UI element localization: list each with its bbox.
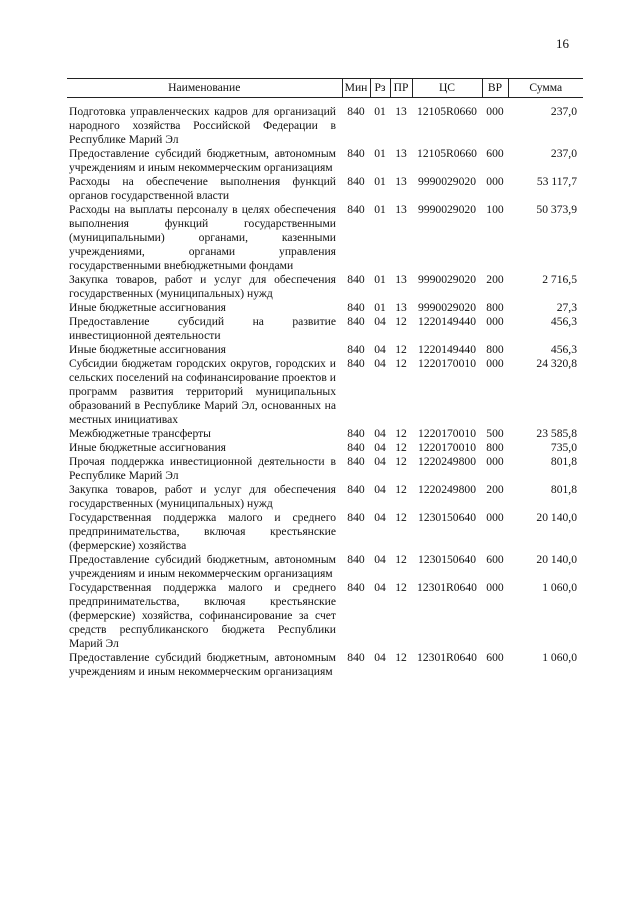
budget-table [67, 78, 583, 679]
row-pr: 12 [395, 357, 407, 370]
row-rz: 01 [374, 175, 386, 188]
row-rz: 04 [374, 455, 386, 468]
row-min: 840 [347, 511, 365, 524]
row-sum: 237,0 [550, 105, 577, 118]
row-name: Подготовка управленческих кадров для организаций народного хозяйства Российской Федерации в Республике Марий Эл [69, 105, 336, 146]
header-vr: ВР [482, 79, 508, 98]
row-min: 840 [347, 273, 365, 286]
row-vr: 600 [486, 553, 504, 566]
table-row [67, 98, 583, 148]
row-vr: 100 [486, 203, 504, 216]
row-name: Предоставление субсидий бюджетным, автономным учреждениям и иным некоммерческим организациям [69, 147, 336, 174]
header-rz: Рз [370, 79, 390, 98]
table-row [67, 175, 583, 203]
row-name: Межбюджетные трансферты [69, 427, 211, 440]
row-rz: 04 [374, 651, 386, 664]
table-row [67, 581, 583, 651]
row-rz: 04 [374, 315, 386, 328]
row-rz: 04 [374, 441, 386, 454]
table-row [67, 511, 583, 553]
row-cs: 12105R0660 [417, 147, 477, 160]
row-cs: 1220149440 [418, 343, 476, 356]
row-min: 840 [347, 581, 365, 594]
table-row [67, 357, 583, 427]
row-vr: 500 [486, 427, 504, 440]
row-min: 840 [347, 483, 365, 496]
row-pr: 13 [395, 147, 407, 160]
table-header-row [67, 79, 583, 98]
row-name: Государственная поддержка малого и среднего предпринимательства, включая крестьянские (фермерские) хозяйства [69, 511, 336, 552]
header-sum: Сумма [508, 79, 583, 98]
row-sum: 1 060,0 [542, 651, 577, 664]
row-pr: 12 [395, 455, 407, 468]
row-sum: 237,0 [550, 147, 577, 160]
row-sum: 2 716,5 [542, 273, 577, 286]
row-pr: 12 [395, 651, 407, 664]
row-sum: 50 373,9 [536, 203, 577, 216]
row-cs: 1220170010 [418, 441, 476, 454]
row-rz: 01 [374, 203, 386, 216]
row-vr: 000 [486, 455, 504, 468]
table-row [67, 301, 583, 315]
table-body [67, 98, 583, 680]
row-sum: 801,8 [550, 483, 577, 496]
row-rz: 04 [374, 511, 386, 524]
table-row [67, 455, 583, 483]
row-rz: 04 [374, 553, 386, 566]
row-min: 840 [347, 175, 365, 188]
row-name: Закупка товаров, работ и услуг для обеспечения государственных (муниципальных) нужд [69, 273, 336, 300]
row-cs: 9990029020 [418, 301, 476, 314]
row-cs: 1230150640 [418, 511, 476, 524]
row-vr: 000 [486, 357, 504, 370]
row-min: 840 [347, 343, 365, 356]
row-vr: 800 [486, 301, 504, 314]
table-row [67, 427, 583, 441]
header-cs: ЦС [412, 79, 482, 98]
row-sum: 456,3 [550, 315, 577, 328]
row-min: 840 [347, 553, 365, 566]
row-rz: 01 [374, 105, 386, 118]
row-rz: 01 [374, 273, 386, 286]
header-min: Мин [342, 79, 370, 98]
row-sum: 24 320,8 [536, 357, 577, 370]
row-min: 840 [347, 301, 365, 314]
row-rz: 04 [374, 483, 386, 496]
row-pr: 13 [395, 203, 407, 216]
row-vr: 200 [486, 273, 504, 286]
row-min: 840 [347, 427, 365, 440]
row-vr: 000 [486, 511, 504, 524]
row-pr: 12 [395, 441, 407, 454]
row-cs: 1230150640 [418, 553, 476, 566]
header-name: Наименование [67, 79, 342, 98]
row-pr: 13 [395, 175, 407, 188]
row-name: Расходы на выплаты персоналу в целях обеспечения выполнения функций государственными (муниципальными) органами, казенными учреждениями, органами управления государственными внебюджетными фондами [69, 203, 336, 272]
row-rz: 01 [374, 301, 386, 314]
row-min: 840 [347, 315, 365, 328]
table-row [67, 315, 583, 343]
row-pr: 13 [395, 105, 407, 118]
table-row [67, 483, 583, 511]
row-cs: 9990029020 [418, 175, 476, 188]
row-sum: 23 585,8 [536, 427, 577, 440]
row-rz: 04 [374, 427, 386, 440]
page-number: 16 [556, 36, 569, 51]
row-min: 840 [347, 455, 365, 468]
row-name: Иные бюджетные ассигнования [69, 441, 226, 454]
row-cs: 9990029020 [418, 203, 476, 216]
row-name: Предоставление субсидий на развитие инвестиционной деятельности [69, 315, 336, 342]
row-pr: 12 [395, 427, 407, 440]
row-pr: 13 [395, 301, 407, 314]
row-rz: 04 [374, 581, 386, 594]
row-vr: 600 [486, 651, 504, 664]
row-name: Закупка товаров, работ и услуг для обеспечения государственных (муниципальных) нужд [69, 483, 336, 510]
row-pr: 12 [395, 581, 407, 594]
row-cs: 1220249800 [418, 455, 476, 468]
row-cs: 9990029020 [418, 273, 476, 286]
row-vr: 000 [486, 105, 504, 118]
row-cs: 1220170010 [418, 357, 476, 370]
row-name: Государственная поддержка малого и среднего предпринимательства, включая крестьянские (фермерские) хозяйства, софинансирование за счет средств республиканского бюджета Республики Марий Эл [69, 581, 336, 650]
row-pr: 12 [395, 483, 407, 496]
row-vr: 000 [486, 175, 504, 188]
row-sum: 801,8 [550, 455, 577, 468]
table-row [67, 343, 583, 357]
row-name: Прочая поддержка инвестиционной деятельности в Республике Марий Эл [69, 455, 336, 482]
row-min: 840 [347, 105, 365, 118]
row-name: Предоставление субсидий бюджетным, автономным учреждениям и иным некоммерческим организациям [69, 651, 336, 678]
row-pr: 13 [395, 273, 407, 286]
row-cs: 1220249800 [418, 483, 476, 496]
row-vr: 800 [486, 441, 504, 454]
row-pr: 12 [395, 343, 407, 356]
row-name: Иные бюджетные ассигнования [69, 301, 226, 314]
row-vr: 800 [486, 343, 504, 356]
row-min: 840 [347, 147, 365, 160]
table-row [67, 273, 583, 301]
row-vr: 600 [486, 147, 504, 160]
row-pr: 12 [395, 511, 407, 524]
table-row [67, 203, 583, 273]
row-pr: 12 [395, 315, 407, 328]
row-sum: 53 117,7 [536, 175, 577, 188]
row-min: 840 [347, 203, 365, 216]
table-row [67, 441, 583, 455]
row-sum: 20 140,0 [536, 511, 577, 524]
row-cs: 12301R0640 [417, 651, 477, 664]
row-sum: 27,3 [556, 301, 577, 314]
row-cs: 12105R0660 [417, 105, 477, 118]
row-min: 840 [347, 357, 365, 370]
row-sum: 735,0 [550, 441, 577, 454]
row-cs: 1220149440 [418, 315, 476, 328]
table-row [67, 147, 583, 175]
row-cs: 12301R0640 [417, 581, 477, 594]
row-name: Иные бюджетные ассигнования [69, 343, 226, 356]
table-row [67, 553, 583, 581]
row-sum: 456,3 [550, 343, 577, 356]
row-name: Расходы на обеспечение выполнения функций органов государственной власти [69, 175, 336, 202]
row-sum: 1 060,0 [542, 581, 577, 594]
row-vr: 000 [486, 315, 504, 328]
row-min: 840 [347, 441, 365, 454]
row-rz: 04 [374, 343, 386, 356]
row-cs: 1220170010 [418, 427, 476, 440]
row-name: Предоставление субсидий бюджетным, автономным учреждениям и иным некоммерческим организациям [69, 553, 336, 580]
row-sum: 20 140,0 [536, 553, 577, 566]
row-min: 840 [347, 651, 365, 664]
row-vr: 200 [486, 483, 504, 496]
header-pr: ПР [390, 79, 412, 98]
table-row [67, 651, 583, 679]
row-rz: 01 [374, 147, 386, 160]
row-name: Субсидии бюджетам городских округов, городских и сельских поселений на софинансирование проектов и программ развития территорий муниципальных образований в Республике Марий Эл, основанных на местных инициативах [69, 357, 336, 426]
row-vr: 000 [486, 581, 504, 594]
row-pr: 12 [395, 553, 407, 566]
row-rz: 04 [374, 357, 386, 370]
